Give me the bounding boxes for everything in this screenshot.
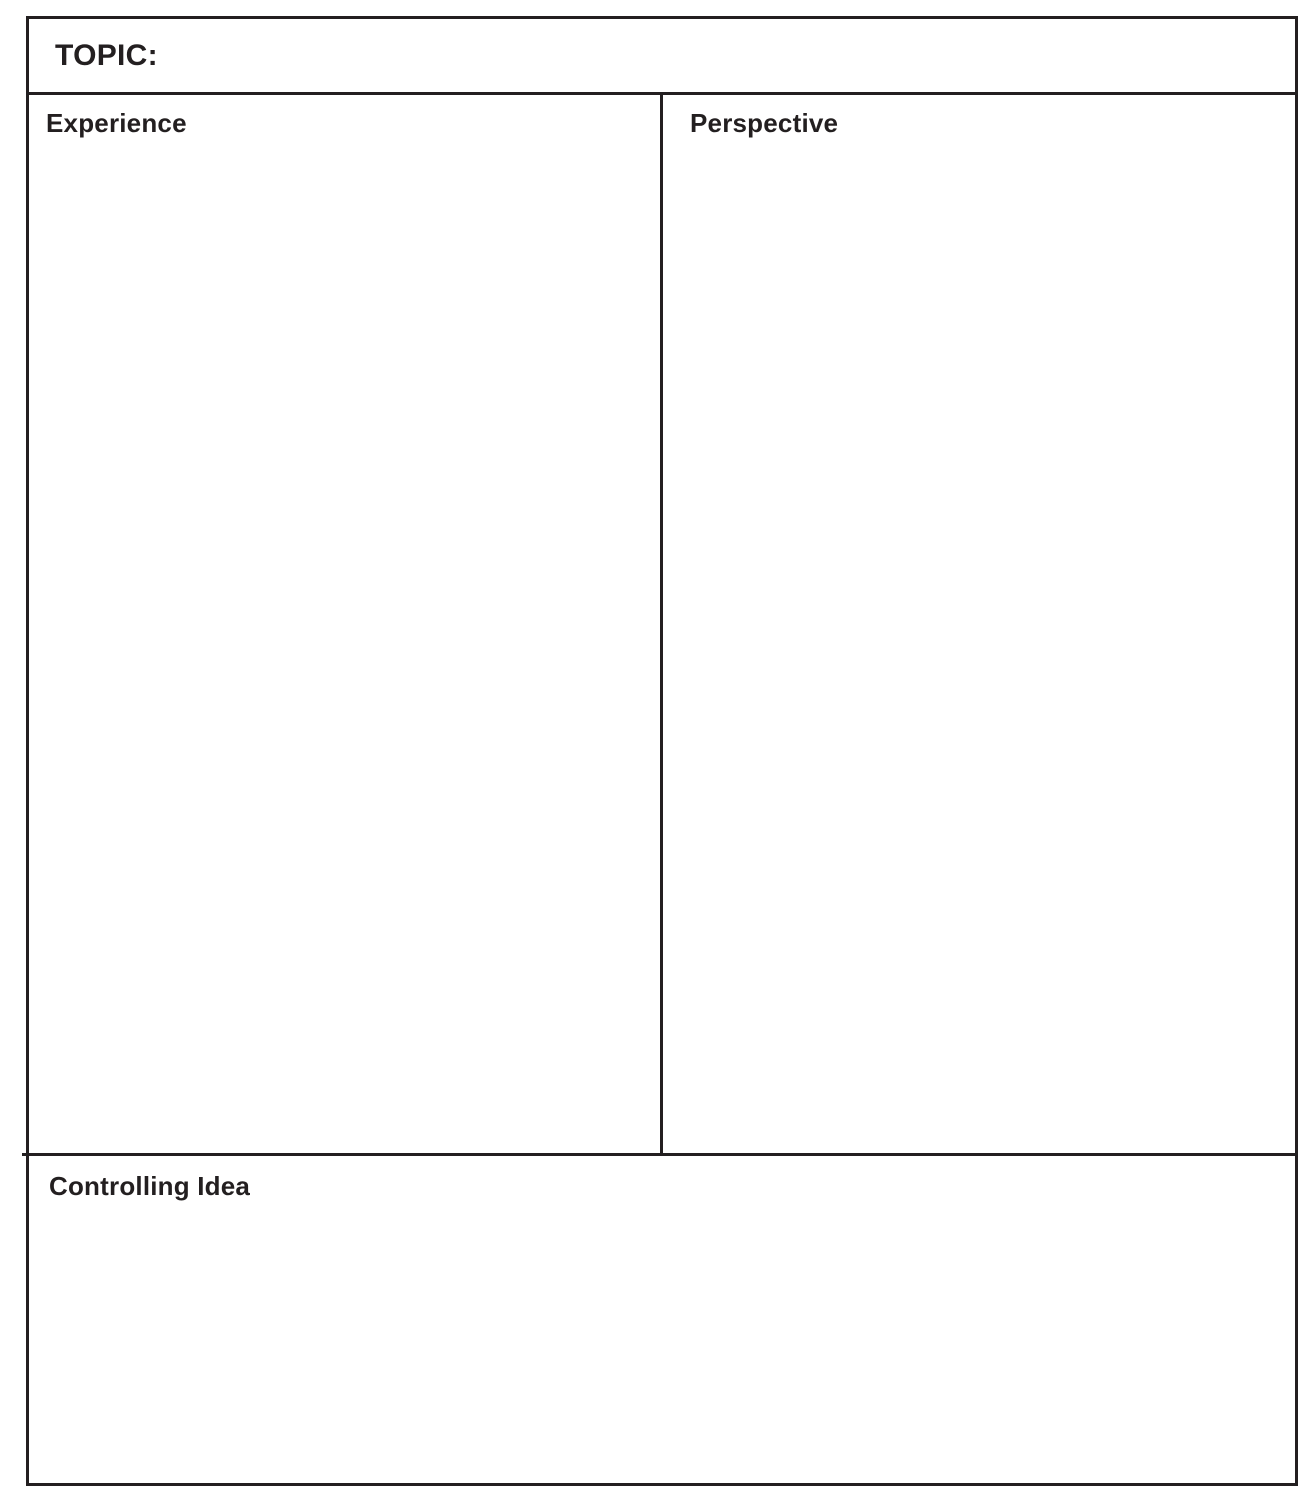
perspective-label: Perspective xyxy=(690,108,839,138)
topic-label: TOPIC: xyxy=(55,39,158,72)
experience-box[interactable] xyxy=(29,92,660,1153)
controlling-idea-label: Controlling Idea xyxy=(49,1171,251,1201)
perspective-box[interactable] xyxy=(663,92,1295,1153)
graphic-organizer xyxy=(26,16,1298,1486)
controlling-idea-box[interactable] xyxy=(29,1153,1295,1483)
topic-row[interactable] xyxy=(29,19,1295,95)
experience-label: Experience xyxy=(46,108,187,138)
middle-row xyxy=(29,92,1295,1153)
